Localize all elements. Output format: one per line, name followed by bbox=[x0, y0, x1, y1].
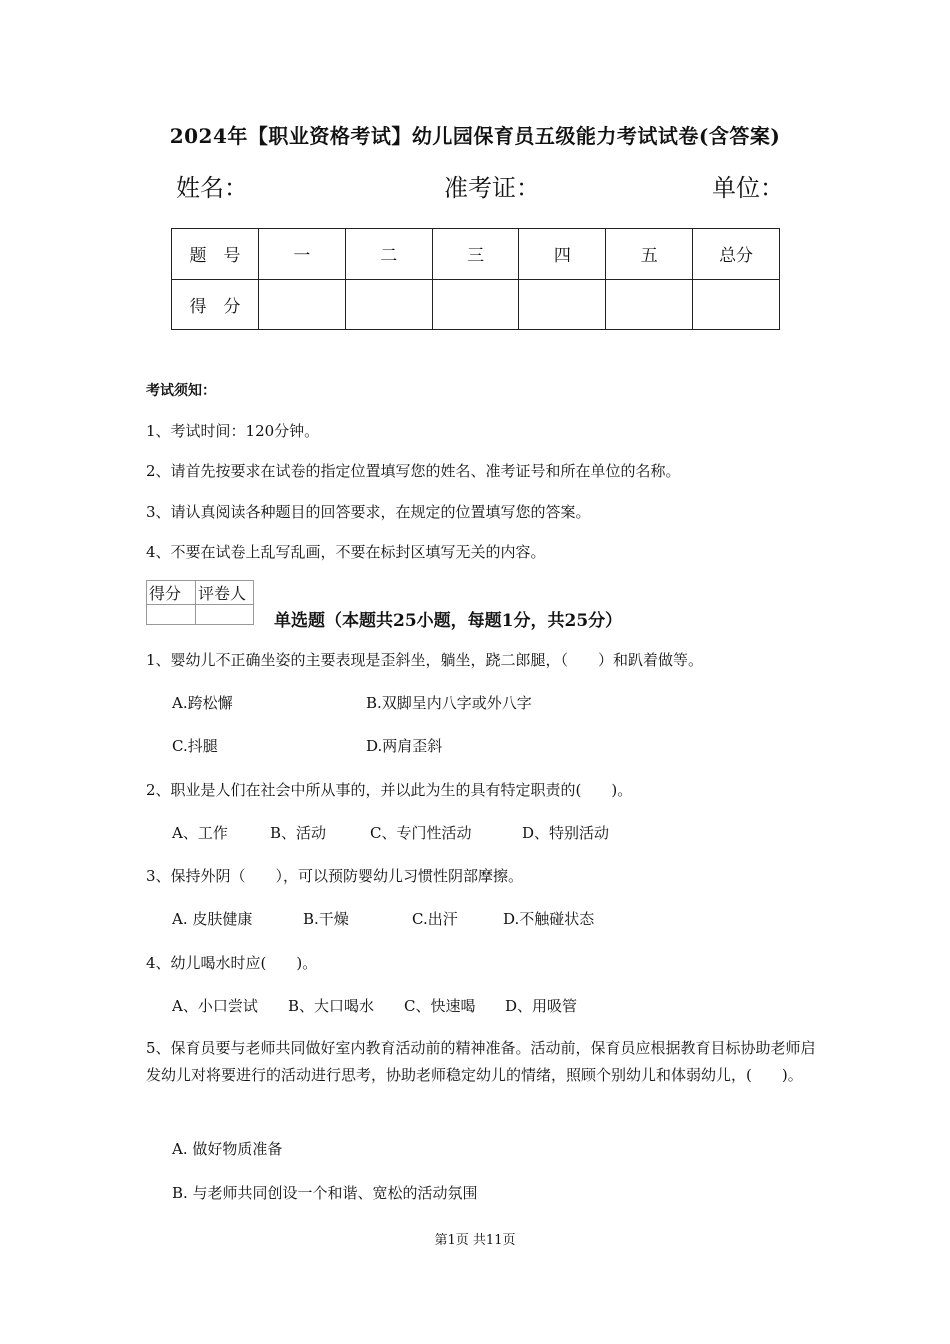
score-header-cell: 一 bbox=[259, 229, 346, 280]
grader-table bbox=[146, 580, 254, 625]
question-3-text: 3、保持外阴（ ），可以预防婴幼儿习惯性阴部摩擦。 bbox=[146, 867, 524, 885]
score-header-cell: 总分 bbox=[693, 229, 780, 280]
question-2-option-b: B、活动 bbox=[270, 824, 327, 842]
question-2-option-a: A、工作 bbox=[172, 824, 228, 842]
question-4-option-d: D、用吸管 bbox=[505, 997, 578, 1015]
score-cell-1[interactable] bbox=[259, 279, 346, 330]
score-cell-total[interactable] bbox=[693, 279, 780, 330]
grader-score-label: 得分 bbox=[147, 581, 196, 605]
grader-name-cell[interactable] bbox=[196, 605, 254, 625]
score-row-label: 得 分 bbox=[172, 279, 259, 330]
exam-id-field-label: 准考证： bbox=[444, 174, 540, 202]
score-header-cell: 三 bbox=[432, 229, 519, 280]
question-5-text: 5、保育员要与老师共同做好室内教育活动前的精神准备。活动前，保育员应根据教育目标协助老师启发幼儿对将要进行的活动进行思考，协助老师稳定幼儿的情绪，照顾个别幼儿和体弱幼儿，( )。 bbox=[146, 1039, 816, 1084]
grader-name-label: 评卷人 bbox=[196, 581, 254, 605]
score-header-cell: 四 bbox=[519, 229, 606, 280]
page-footer: 第1页 共11页 bbox=[434, 1233, 516, 1248]
question-4-text: 4、幼儿喝水时应( )。 bbox=[146, 954, 318, 972]
question-2-text: 2、职业是人们在社会中所从事的，并以此为生的具有特定职责的( )。 bbox=[146, 781, 633, 799]
question-1-option-a: A.跨松懈 bbox=[172, 694, 233, 712]
score-cell-2[interactable] bbox=[345, 279, 432, 330]
question-4-option-c: C、快速喝 bbox=[404, 997, 476, 1015]
question-3-option-b: B.干燥 bbox=[303, 910, 349, 928]
notice-item: 3、请认真阅读各种题目的回答要求，在规定的位置填写您的答案。 bbox=[146, 503, 591, 521]
question-2-option-d: D、特别活动 bbox=[522, 824, 610, 842]
score-cell-4[interactable] bbox=[519, 279, 606, 330]
score-header-cell: 二 bbox=[345, 229, 432, 280]
question-1-option-d: D.两肩歪斜 bbox=[366, 737, 443, 755]
score-table-score-row bbox=[172, 279, 780, 330]
question-3-option-d: D.不触碰状态 bbox=[503, 910, 595, 928]
question-4-option-b: B、大口喝水 bbox=[288, 997, 375, 1015]
question-1-text: 1、婴幼儿不正确坐姿的主要表现是歪斜坐，躺坐，跷二郎腿，（ ）和趴着做等。 bbox=[146, 651, 704, 669]
notice-title: 考试须知： bbox=[146, 383, 216, 399]
score-table-header-row bbox=[172, 229, 780, 280]
score-cell-5[interactable] bbox=[606, 279, 693, 330]
question-1-option-b: B.双脚呈内八字或外八字 bbox=[366, 694, 532, 712]
question-3-option-c: C.出汗 bbox=[412, 910, 458, 928]
document-title: 2024年【职业资格考试】幼儿园保育员五级能力考试试卷(含答案) bbox=[169, 124, 781, 148]
question-5-option-b: B. 与老师共同创设一个和谐、宽松的活动氛围 bbox=[172, 1184, 478, 1202]
unit-field-label: 单位： bbox=[712, 174, 784, 202]
notice-item: 4、不要在试卷上乱写乱画，不要在标封区填写无关的内容。 bbox=[146, 543, 546, 561]
section-title: 单选题（本题共25小题，每题1分，共25分） bbox=[274, 611, 623, 631]
score-header-cell: 五 bbox=[606, 229, 693, 280]
question-1-option-c: C.抖腿 bbox=[172, 737, 218, 755]
score-cell-3[interactable] bbox=[432, 279, 519, 330]
notice-item: 1、考试时间：120分钟。 bbox=[146, 422, 320, 440]
question-2-option-c: C、专门性活动 bbox=[370, 824, 472, 842]
question-4-option-a: A、小口尝试 bbox=[172, 997, 258, 1015]
score-table bbox=[171, 228, 780, 330]
notice-item: 2、请首先按要求在试卷的指定位置填写您的姓名、准考证号和所在单位的名称。 bbox=[146, 462, 681, 480]
name-field-label: 姓名： bbox=[176, 174, 248, 202]
score-header-cell: 题 号 bbox=[172, 229, 259, 280]
grader-score-cell[interactable] bbox=[147, 605, 196, 625]
question-3-option-a: A. 皮肤健康 bbox=[172, 910, 253, 928]
question-5-option-a: A. 做好物质准备 bbox=[172, 1140, 283, 1158]
